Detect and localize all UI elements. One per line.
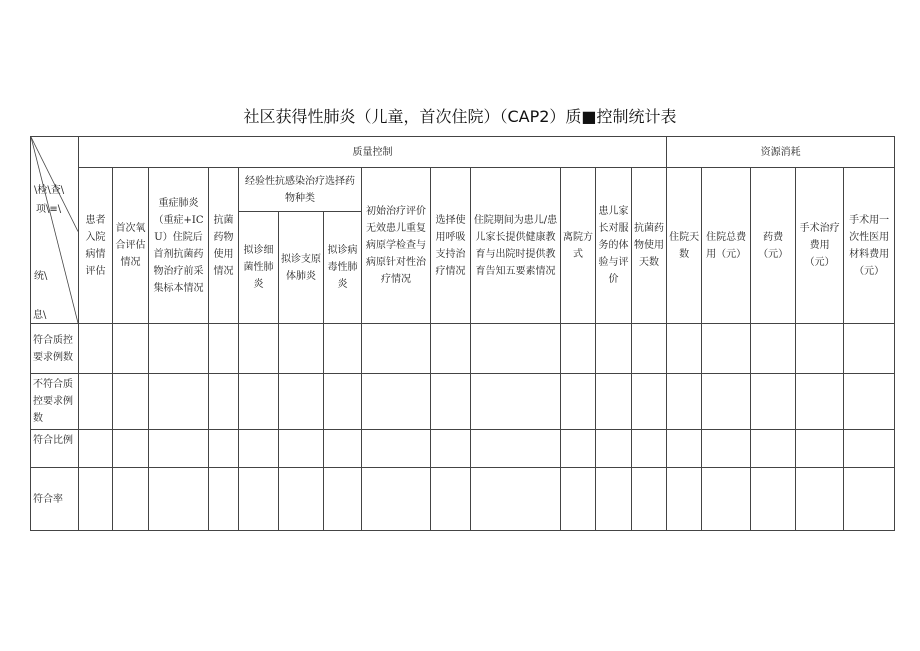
header-c8: 离院方式 xyxy=(561,168,596,324)
header-c1: 患者入院病情评估 xyxy=(79,168,113,324)
header-r4: 手术治疗费用（元） xyxy=(796,168,844,324)
header-c2: 首次氧合评估情况 xyxy=(113,168,149,324)
header-c4: 抗菌药物使用情况 xyxy=(209,168,239,324)
header-r2: 住院总费用（元） xyxy=(702,168,751,324)
header-r3: 药费（元） xyxy=(751,168,796,324)
corner-label-1: \检\查\ xyxy=(34,185,65,196)
header-c6: 选择使用呼吸支持治疗情况 xyxy=(431,168,471,324)
header-corner-cell xyxy=(31,137,79,324)
row-label: 符合比例 xyxy=(31,430,79,468)
corner-diagonal-lines xyxy=(31,137,78,323)
header-c9: 患儿家长对服务的体验与评价 xyxy=(596,168,632,324)
header-r1: 住院天数 xyxy=(667,168,702,324)
header-c5: 初始治疗评价无效患儿重复病原学检查与病原针对性治疗情况 xyxy=(362,168,431,324)
quality-control-header: 质量控制 xyxy=(79,137,667,168)
empirical-header: 经验性抗感染治疗选择药物种类 xyxy=(239,168,362,212)
table-row xyxy=(31,324,895,374)
row-label: 符合质控要求例数 xyxy=(31,324,79,374)
table-row xyxy=(31,374,895,430)
corner-label-3: 统\ xyxy=(34,271,48,282)
row-label: 不符合质控要求例数 xyxy=(31,374,79,430)
header-c7: 住院期间为患儿/患儿家长提供健康教育与出院时提供教育告知五要素情况 xyxy=(471,168,561,324)
row-label: 符合率 xyxy=(31,468,79,531)
header-e1: 拟诊细菌性肺炎 xyxy=(239,212,279,324)
header-e2: 拟诊支原体肺炎 xyxy=(279,212,324,324)
corner-label-2: 项\≡\ xyxy=(36,204,62,215)
table-row xyxy=(31,430,895,468)
page-title: 社区获得性肺炎（儿童，首次住院）（CAP2）质■控制统计表 xyxy=(243,107,677,126)
header-c10: 抗菌药物使用天数 xyxy=(632,168,667,324)
header-c3: 重症肺炎（重症+ICU）住院后首剂抗菌药物治疗前采集标本情况 xyxy=(149,168,209,324)
header-r5: 手术用一次性医用材料费用（元） xyxy=(844,168,895,324)
table-row xyxy=(31,468,895,531)
statistics-table xyxy=(30,136,895,531)
corner-label-4: 息\ xyxy=(33,310,47,321)
resource-consumption-header: 资源消耗 xyxy=(667,137,895,168)
header-e3: 拟诊病毒性肺炎 xyxy=(324,212,362,324)
